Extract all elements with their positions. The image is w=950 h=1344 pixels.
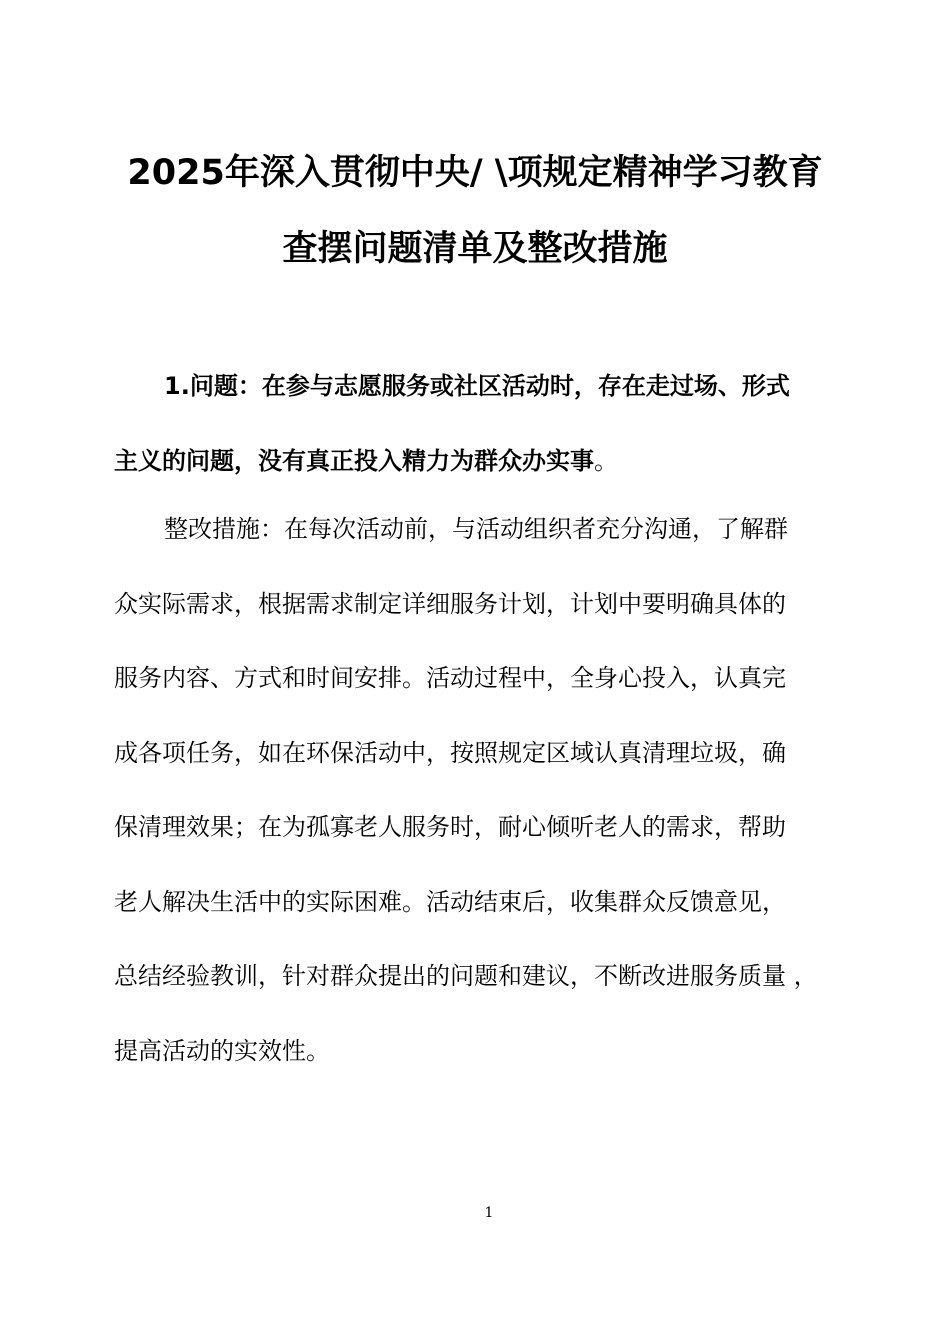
page-number: 1	[484, 1205, 494, 1221]
measures-line-4: 成各项任务，如在环保活动中，按照规定区域认真清理垃圾，确	[114, 739, 786, 767]
document-title-line-1: 2025年深入贯彻中央/ \项规定精神学习教育	[127, 153, 823, 193]
measures-line-5: 保清理效果；在为孤寡老人服务时，耐心倾听老人的需求，帮助	[114, 813, 786, 841]
measures-line-7: 总结经验教训，针对群众提出的问题和建议，不断改进服务质量 ，	[114, 962, 818, 990]
problem-line-1: 1.问题：在参与志愿服务或社区活动时，存在走过场、形式	[164, 372, 790, 400]
measures-line-3: 服务内容、方式和时间安排。活动过程中，全身心投入，认真完	[114, 664, 786, 692]
document-title-line-2: 查摆问题清单及整改措施	[282, 229, 668, 269]
problem-line-2-period: 。	[594, 447, 618, 475]
problem-line-2-text: 主义的问题，没有真正投入精力为群众办实事	[114, 447, 594, 475]
problem-line-2	[114, 449, 618, 473]
measures-line-2: 众实际需求，根据需求制定详细服务计划，计划中要明确具体的	[114, 590, 786, 618]
measures-line-6: 老人解决生活中的实际困难。活动结束后，收集群众反馈意见，	[114, 888, 786, 916]
measures-line-8: 提高活动的实效性。	[114, 1037, 330, 1065]
measures-line-1: 整改措施：在每次活动前，与活动组织者充分沟通，了解群	[164, 515, 788, 543]
